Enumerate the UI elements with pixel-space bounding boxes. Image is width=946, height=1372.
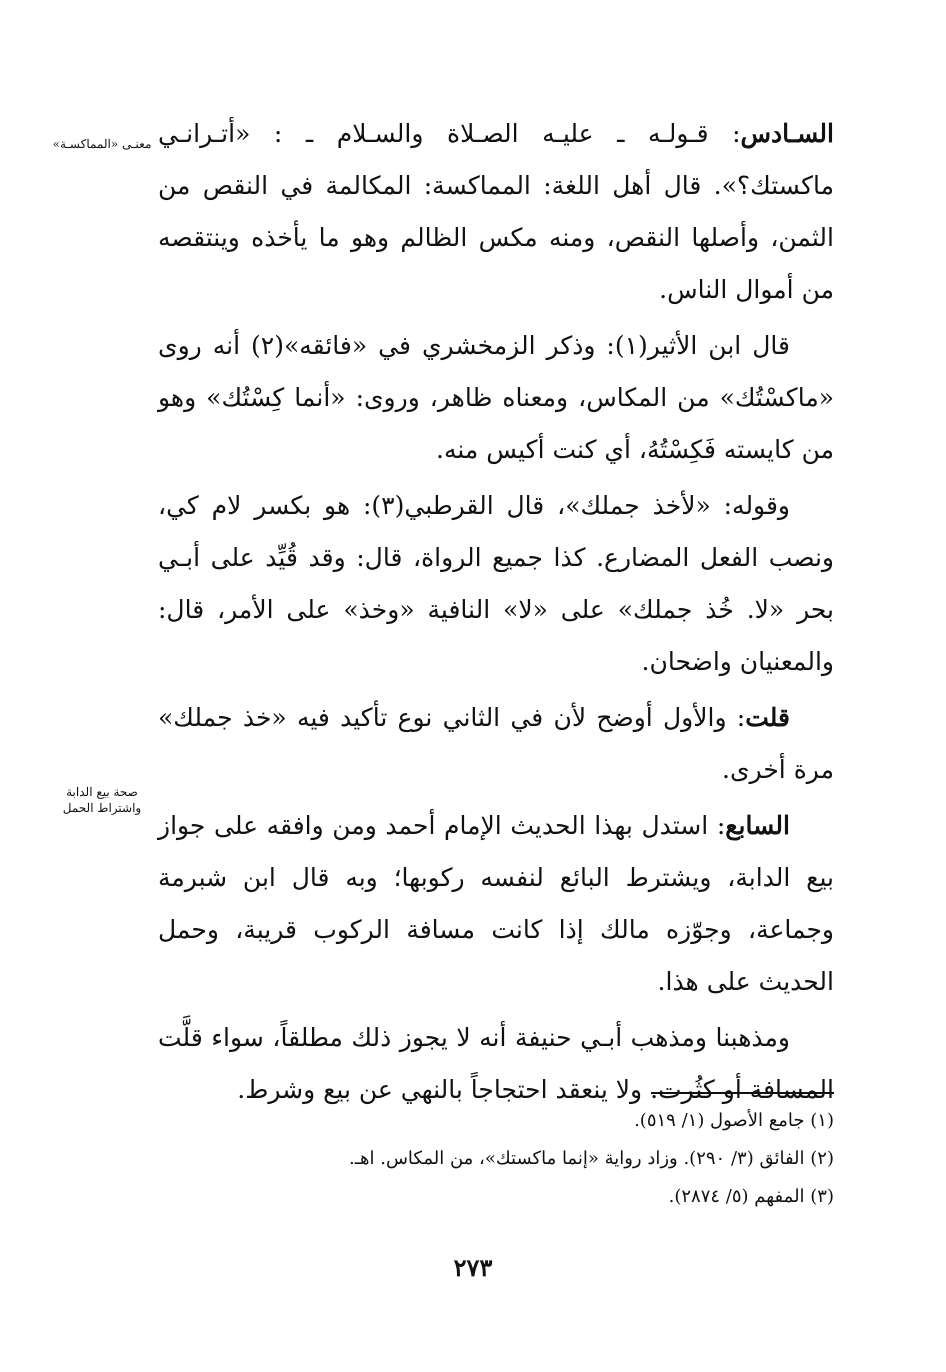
paragraph-lead: السـادس — [740, 119, 834, 148]
paragraph-ibn-athir — [158, 320, 834, 476]
margin-note-sale-condition: صحة بيع الدابة واشتراط الحمل — [62, 785, 142, 815]
paragraph-qultu — [158, 692, 834, 796]
margin-note-maakasa: معنـى «المماكسـة» — [52, 137, 152, 151]
footnote-2: (٢) الفائق (٣/ ٢٩٠). وزاد رواية «إنما ماكستك»، من المكاس. اهـ. — [349, 1148, 834, 1169]
footnote-1: (١) جامع الأصول (١/ ٥١٩). — [634, 1110, 834, 1131]
footnote-3: (٣) المفهم (٥/ ٢٨٧٤). — [668, 1186, 834, 1207]
paragraph-sixth — [158, 108, 834, 316]
paragraph-lead: السابع — [725, 811, 790, 840]
paragraph-text: ومذهبنا ومذهب أبـي حنيفة أنه لا يجوز ذلك مطلقاً، سواء قلَّت المسافة أو كثُرت. ولا ينعقد احتجاجاً بالنهي عن بيع وشرط. — [158, 1023, 834, 1104]
footnotes — [200, 1102, 834, 1216]
paragraph-qurtubi — [158, 480, 834, 688]
paragraph-text: : والأول أوضح لأن في الثاني نوع تأكيد فيه «خذ جملك» مرة أخرى. — [158, 703, 834, 784]
paragraph-text: : استدل بهذا الحديث الإمام أحمد ومن وافقه على جواز بيع الدابة، ويشترط البائع لنفسه ركوبها؛ وبه قال ابن شبرمة وجماعة، وجوّزه مالك إذا كانت مسافة الركوب قريبة، وحمل الحديث على هذا. — [158, 811, 834, 996]
footnote-divider — [651, 1092, 834, 1094]
paragraph-text: وقوله: «لأخذ جملك»، قال القرطبي(٣): هو بكسر لام كي، ونصب الفعل المضارع. كذا جميع الرواة، قال: وقد قُيِّد على أبـي بحر «لا. خُذ جملك» على «لا» النافية «وخذ» على الأمر، قال: والمعنيان واضحان. — [158, 491, 834, 676]
paragraph-madhhab — [158, 1012, 834, 1116]
paragraph-text: : قـولـه ـ عليـه الصـلاة والسـلام ـ : «أتـرانـي ماكستك؟». قال أهل اللغة: المماكسة: المكالمة في النقص من الثمن، وأصلها النقص، ومنه مكس الظالم وهو ما يأخذه وينتقصه من أموال الناس. — [158, 119, 834, 304]
paragraph-seventh — [158, 800, 834, 1008]
paragraph-text: قال ابن الأثير(١): وذكر الزمخشري في «فائقه»(٢) أنه روى «ماكسْتُك» من المكاس، ومعناه ظاهر، وروى: «أنما كِسْتُك» وهو من كايسته فَكِسْتُهُ، أي كنت أكيس منه. — [158, 331, 834, 464]
page-number: ٢٧٣ — [453, 1253, 493, 1282]
main-text — [158, 108, 834, 1120]
paragraph-lead: قلت — [745, 703, 790, 732]
